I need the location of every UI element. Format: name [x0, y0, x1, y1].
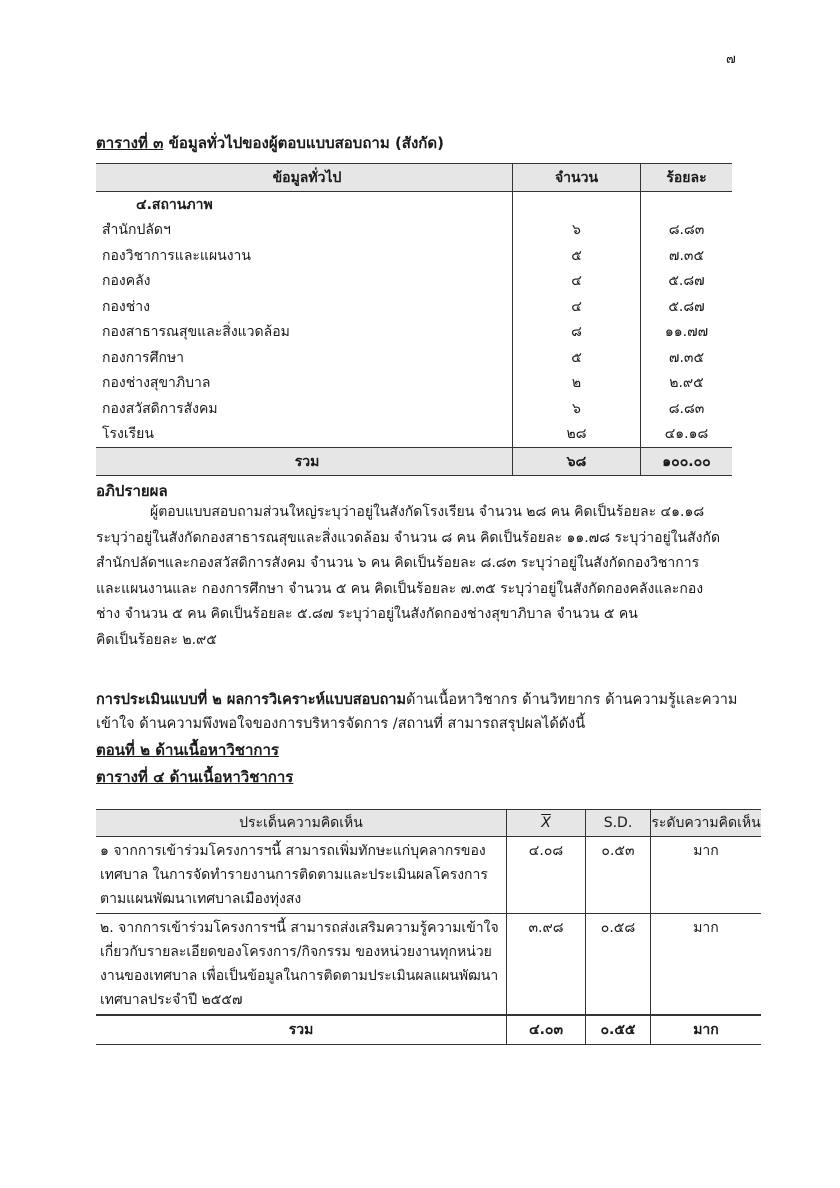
table4-header-sd: S.D. [586, 810, 651, 837]
table3-group-label: ๔.สถานภาพ [136, 196, 213, 213]
evaluation-paragraph [96, 688, 746, 736]
row-percent: ๘.๘๓ [668, 222, 705, 239]
row-name: โรงเรียน [102, 426, 154, 443]
table3-header-info: ข้อมูลทั่วไป [96, 164, 513, 192]
discussion-line: และแผนงานและ กองการศึกษา จำนวน ๕ คน คิดเป็นร้อยละ ๗.๓๕ ระบุว่าอยู่ในสังกัดกองคลังและกอง [96, 580, 704, 597]
discussion-paragraph [96, 500, 736, 653]
table-row [96, 837, 761, 914]
row-name: กองช่าง [102, 298, 150, 315]
table-row [96, 914, 761, 1016]
table4-header-row [96, 810, 761, 837]
row-level: มาก [651, 914, 762, 1016]
table3-caption [96, 131, 444, 155]
row-name: กองช่างสุขาภิบาล [102, 375, 211, 392]
row-name: สำนักปลัดฯ [102, 222, 171, 239]
row-count: ๒๘ [513, 422, 641, 448]
row-percent: ๕.๘๗ [668, 298, 705, 315]
table4-caption: ตารางที่ ๔ ด้านเนื้อหาวิชาการ [96, 768, 294, 786]
table-row [96, 294, 732, 320]
total-sd: ๐.๕๕ [586, 1015, 651, 1045]
discussion-line: ช่าง จำนวน ๕ คน คิดเป็นร้อยละ ๕.๘๗ ระบุว่าอยู่ในสังกัดกองช่างสุขาภิบาล จำนวน ๕ คน [96, 606, 638, 622]
row-mean: ๓.๙๘ [507, 914, 586, 1016]
evaluation-text: ด้านเนื้อหาวิชากร ด้านวิทยากร ด้านความรู้และความเข้าใจ ด้านความพึงพอใจของการบริหารจัดการ /สถานที่ สามารถสรุปผลได้ดังนี้ [96, 692, 738, 732]
row-name: กองสาธารณสุขและสิ่งแวดล้อม [102, 324, 290, 341]
part-heading: ตอนที่ ๒ ด้านเนื้อหาวิชาการ [96, 741, 279, 759]
row-level: มาก [651, 837, 762, 914]
total-mean: ๔.๐๓ [507, 1015, 586, 1045]
row-opinion: ๑ จากการเข้าร่วมโครงการฯนี้ สามารถเพิ่มทักษะแก่บุคลากรของเทศบาล ในการจัดทำรายงานการติดตามและประเมินผลโครงการตามแผนพัฒนาเทศบาลเมืองทุ่งสง [96, 837, 507, 914]
row-name: กองการศึกษา [102, 349, 185, 366]
row-count: ๔ [513, 269, 641, 295]
table4-header-level: ระดับความคิดเห็น [651, 810, 762, 837]
evaluation-bold: การประเมินแบบที่ ๒ ผลการวิเคราะห์แบบสอบถาม [96, 692, 407, 708]
table4 [96, 809, 761, 1045]
total-count: ๖๘ [513, 448, 641, 476]
discussion-line: สำนักปลัดฯและกองสวัสดิการสังคม จำนวน ๖ คน คิดเป็นร้อยละ ๘.๘๓ ระบุว่าอยู่ในสังกัดกองวิชาการ [96, 555, 700, 571]
row-percent: ๘.๘๓ [668, 400, 705, 417]
table4-total-row [96, 1015, 761, 1045]
total-label: รวม [96, 448, 513, 476]
row-percent: ๗.๓๕ [668, 349, 705, 366]
row-opinion: ๒. จากการเข้าร่วมโครงการฯนี้ สามารถส่งเสริมความรู้ความเข้าใจเกี่ยวกับรายละเอียดของโครงการ/กิจกรรม ของหน่วยงานทุกหน่วยงานของเทศบาล เพื่อเป็นข้อมูลในการติดตามประเมินผลแผนพัฒนาเทศบาลประจำปี ๒๕๕๗ [96, 914, 507, 1016]
table3 [96, 163, 732, 476]
table3-caption-text: ข้อมูลทั่วไปของผู้ตอบแบบสอบถาม (สังกัด) [163, 134, 444, 152]
row-count: ๖ [513, 218, 641, 244]
row-sd: ๐.๕๓ [586, 837, 651, 914]
table3-group-row [96, 192, 732, 218]
total-percent: ๑๐๐.๐๐ [641, 448, 733, 476]
total-label: รวม [96, 1015, 507, 1045]
row-count: ๔ [513, 294, 641, 320]
row-percent: ๗.๓๕ [668, 247, 705, 264]
row-count: ๖ [513, 396, 641, 422]
table-row [96, 320, 732, 346]
table-row [96, 243, 732, 269]
discussion-line: ระบุว่าอยู่ในสังกัดกองสาธารณสุขและสิ่งแวดล้อม จำนวน ๘ คน คิดเป็นร้อยละ ๑๑.๗๘ ระบุว่าอยู่ในสังกัด [96, 529, 721, 546]
row-percent: ๔๑.๑๘ [664, 426, 709, 443]
page-number: ๗ [726, 52, 736, 67]
discussion-line: คิดเป็นร้อยละ ๒.๙๕ [96, 631, 217, 648]
table3-header-count: จำนวน [513, 164, 641, 192]
table-row [96, 422, 732, 448]
row-name: กองสวัสดิการสังคม [102, 400, 218, 417]
table-row [96, 218, 732, 244]
row-percent: ๕.๘๗ [668, 273, 705, 290]
table4-header-opinion: ประเด็นความคิดเห็น [96, 810, 507, 837]
row-count: ๘ [513, 320, 641, 346]
table-row [96, 345, 732, 371]
row-count: ๒ [513, 371, 641, 397]
table-row [96, 269, 732, 295]
row-sd: ๐.๕๘ [586, 914, 651, 1016]
table4-header-mean: $\overline{X}$ [507, 810, 586, 837]
discussion-heading: อภิปรายผล [96, 482, 168, 500]
row-mean: ๔.๐๘ [507, 837, 586, 914]
row-percent: ๑๑.๗๗ [664, 324, 709, 341]
table-row [96, 371, 732, 397]
table3-header-row [96, 164, 732, 192]
table-row [96, 396, 732, 422]
row-count: ๕ [513, 345, 641, 371]
row-name: กองวิชาการและแผนงาน [102, 247, 251, 264]
discussion-line: ผู้ตอบแบบสอบถามส่วนใหญ่ระบุว่าอยู่ในสังกัดโรงเรียน จำนวน ๒๘ คน คิดเป็นร้อยละ ๔๑.๑๘ [150, 504, 705, 520]
row-percent: ๒.๙๕ [669, 375, 704, 392]
table3-total-row [96, 448, 732, 476]
row-name: กองคลัง [102, 273, 151, 290]
table3-header-percent: ร้อยละ [641, 164, 733, 192]
table3-caption-lead: ตารางที่ ๓ [96, 134, 164, 152]
row-count: ๕ [513, 243, 641, 269]
total-level: มาก [651, 1015, 762, 1045]
